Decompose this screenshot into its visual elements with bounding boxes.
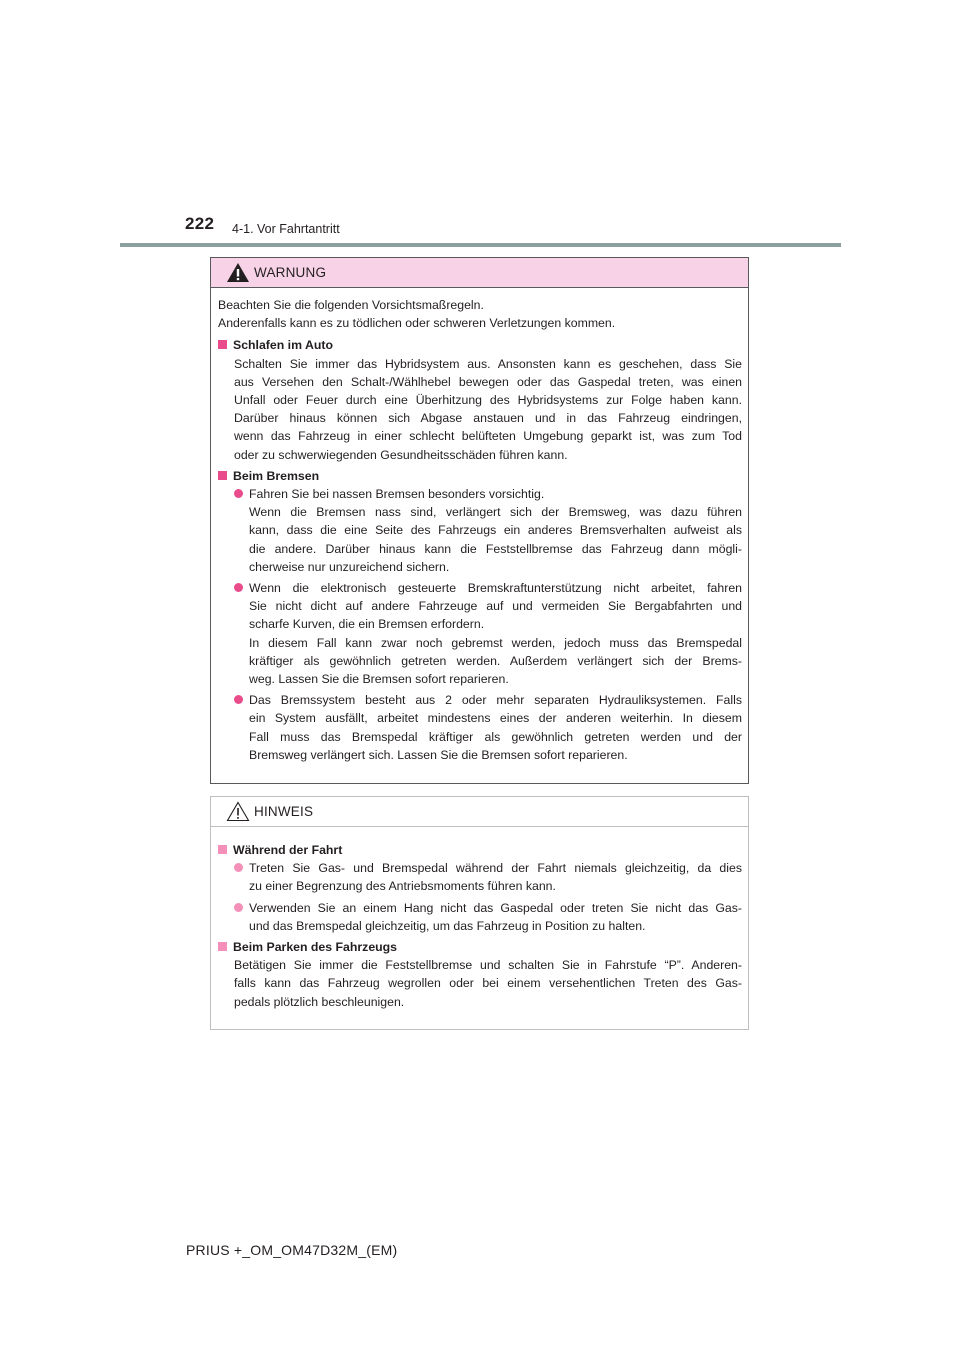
square-bullet-icon bbox=[218, 340, 227, 349]
notice-header bbox=[211, 797, 748, 827]
list-item: Das Bremssystem besteht aus 2 oder mehr separaten Hydrauliksystemen. Falls ein System ausfällt, arbeitet mindestens eines der anderen weiterhin. In diesem Fall muss das Bremspedal kräftiger als gewöhnlich getreten werden und der Bremsweg verlängert sich. Lassen Sie die Bremsen sofort reparieren. bbox=[218, 691, 742, 764]
caution-triangle-outline-icon bbox=[226, 801, 250, 822]
section-heading-braking: Beim Bremsen bbox=[218, 467, 742, 485]
warning-header bbox=[211, 258, 748, 288]
document-code: PRIUS +_OM_OM47D32M_(EM) bbox=[186, 1242, 398, 1258]
round-bullet-icon bbox=[234, 863, 243, 872]
round-bullet-icon bbox=[234, 489, 243, 498]
list-item: Wenn die elektronisch gesteuerte Bremskraftunterstützung nicht arbeitet, fahren Sie nicht dicht auf andere Fahrzeuge auf und vermeiden Sie Bergabfahrten und scharfe Kurven, die ein Bremsen erfordern. In diesem Fall kann zwar noch gebremst werden, jedoch muss das Bremspedal kräftiger als gewöhnlich getreten werden. Außerdem verlängert sich der Brems- weg. Lassen Sie die Bremsen sofort reparieren. bbox=[218, 579, 742, 688]
section-heading-driving: Während der Fahrt bbox=[218, 841, 742, 859]
section-heading-sleeping: Schlafen im Auto bbox=[218, 336, 742, 354]
square-bullet-icon bbox=[218, 471, 227, 480]
header-rule bbox=[120, 243, 841, 247]
warning-intro: Beachten Sie die folgenden Vorsichtsmaßregeln. Anderenfalls kann es zu tödlichen oder schweren Verletzungen kommen. bbox=[218, 298, 616, 331]
round-bullet-icon bbox=[234, 903, 243, 912]
warning-triangle-icon bbox=[226, 262, 250, 283]
square-bullet-icon bbox=[218, 845, 227, 854]
list-item: Fahren Sie bei nassen Bremsen besonders vorsichtig. Wenn die Bremsen nass sind, verlängert sich der Bremsweg, was dazu führen kann, dass die eine Seite des Fahrzeugs ein anderes Bremsverhalten aufweist als die andere. Darüber hinaus kann die Feststellbremse das Fahrzeug dann mögli- cherweise nur unzureichend sichern. bbox=[218, 485, 742, 576]
warning-body bbox=[211, 288, 748, 764]
notice-title: HINWEIS bbox=[254, 804, 314, 819]
sleeping-text: Schalten Sie immer das Hybridsystem aus. Ansonsten kann es geschehen, dass Sie aus Versehen den Schalt-/Wählhebel bewegen oder das Gaspedal treten, was einen Unfall oder Feuer durch eine Überhitzung des Hybridsystems zur Folge haben kann. Darüber hinaus können sich Abgase anstauen und in das Fahrzeug eindringen, wenn das Fahrzeug in einer schlecht belüfteten Umgebung geparkt ist, was zum Tod oder zu schwerwiegenden Gesundheitsschäden führen kann. bbox=[234, 356, 742, 462]
square-bullet-icon bbox=[218, 942, 227, 951]
notice-body bbox=[211, 827, 748, 1011]
list-item: Verwenden Sie an einem Hang nicht das Gaspedal oder treten Sie nicht das Gas- und das Bremspedal gleichzeitig, um das Fahrzeug in Position zu halten. bbox=[218, 899, 742, 935]
round-bullet-icon bbox=[234, 583, 243, 592]
section-heading-parking: Beim Parken des Fahrzeugs bbox=[218, 938, 742, 956]
warning-title: WARNUNG bbox=[254, 265, 327, 280]
list-item: Treten Sie Gas- und Bremspedal während der Fahrt niemals gleichzeitig, da dies zu einer Begrenzung des Antriebsmoments führen kann. bbox=[218, 859, 742, 895]
notice-box bbox=[210, 796, 749, 1030]
section-title: 4-1. Vor Fahrtantritt bbox=[232, 222, 340, 236]
warning-box bbox=[210, 257, 749, 784]
page-number: 222 bbox=[185, 214, 215, 233]
round-bullet-icon bbox=[234, 695, 243, 704]
parking-text: Betätigen Sie immer die Feststellbremse und schalten Sie in Fahrstufe “P”. Anderen- falls kann das Fahrzeug wegrollen oder bei einem versehentlichen Treten des Gas- pedals plötzlich beschleunigen. bbox=[234, 958, 742, 1009]
